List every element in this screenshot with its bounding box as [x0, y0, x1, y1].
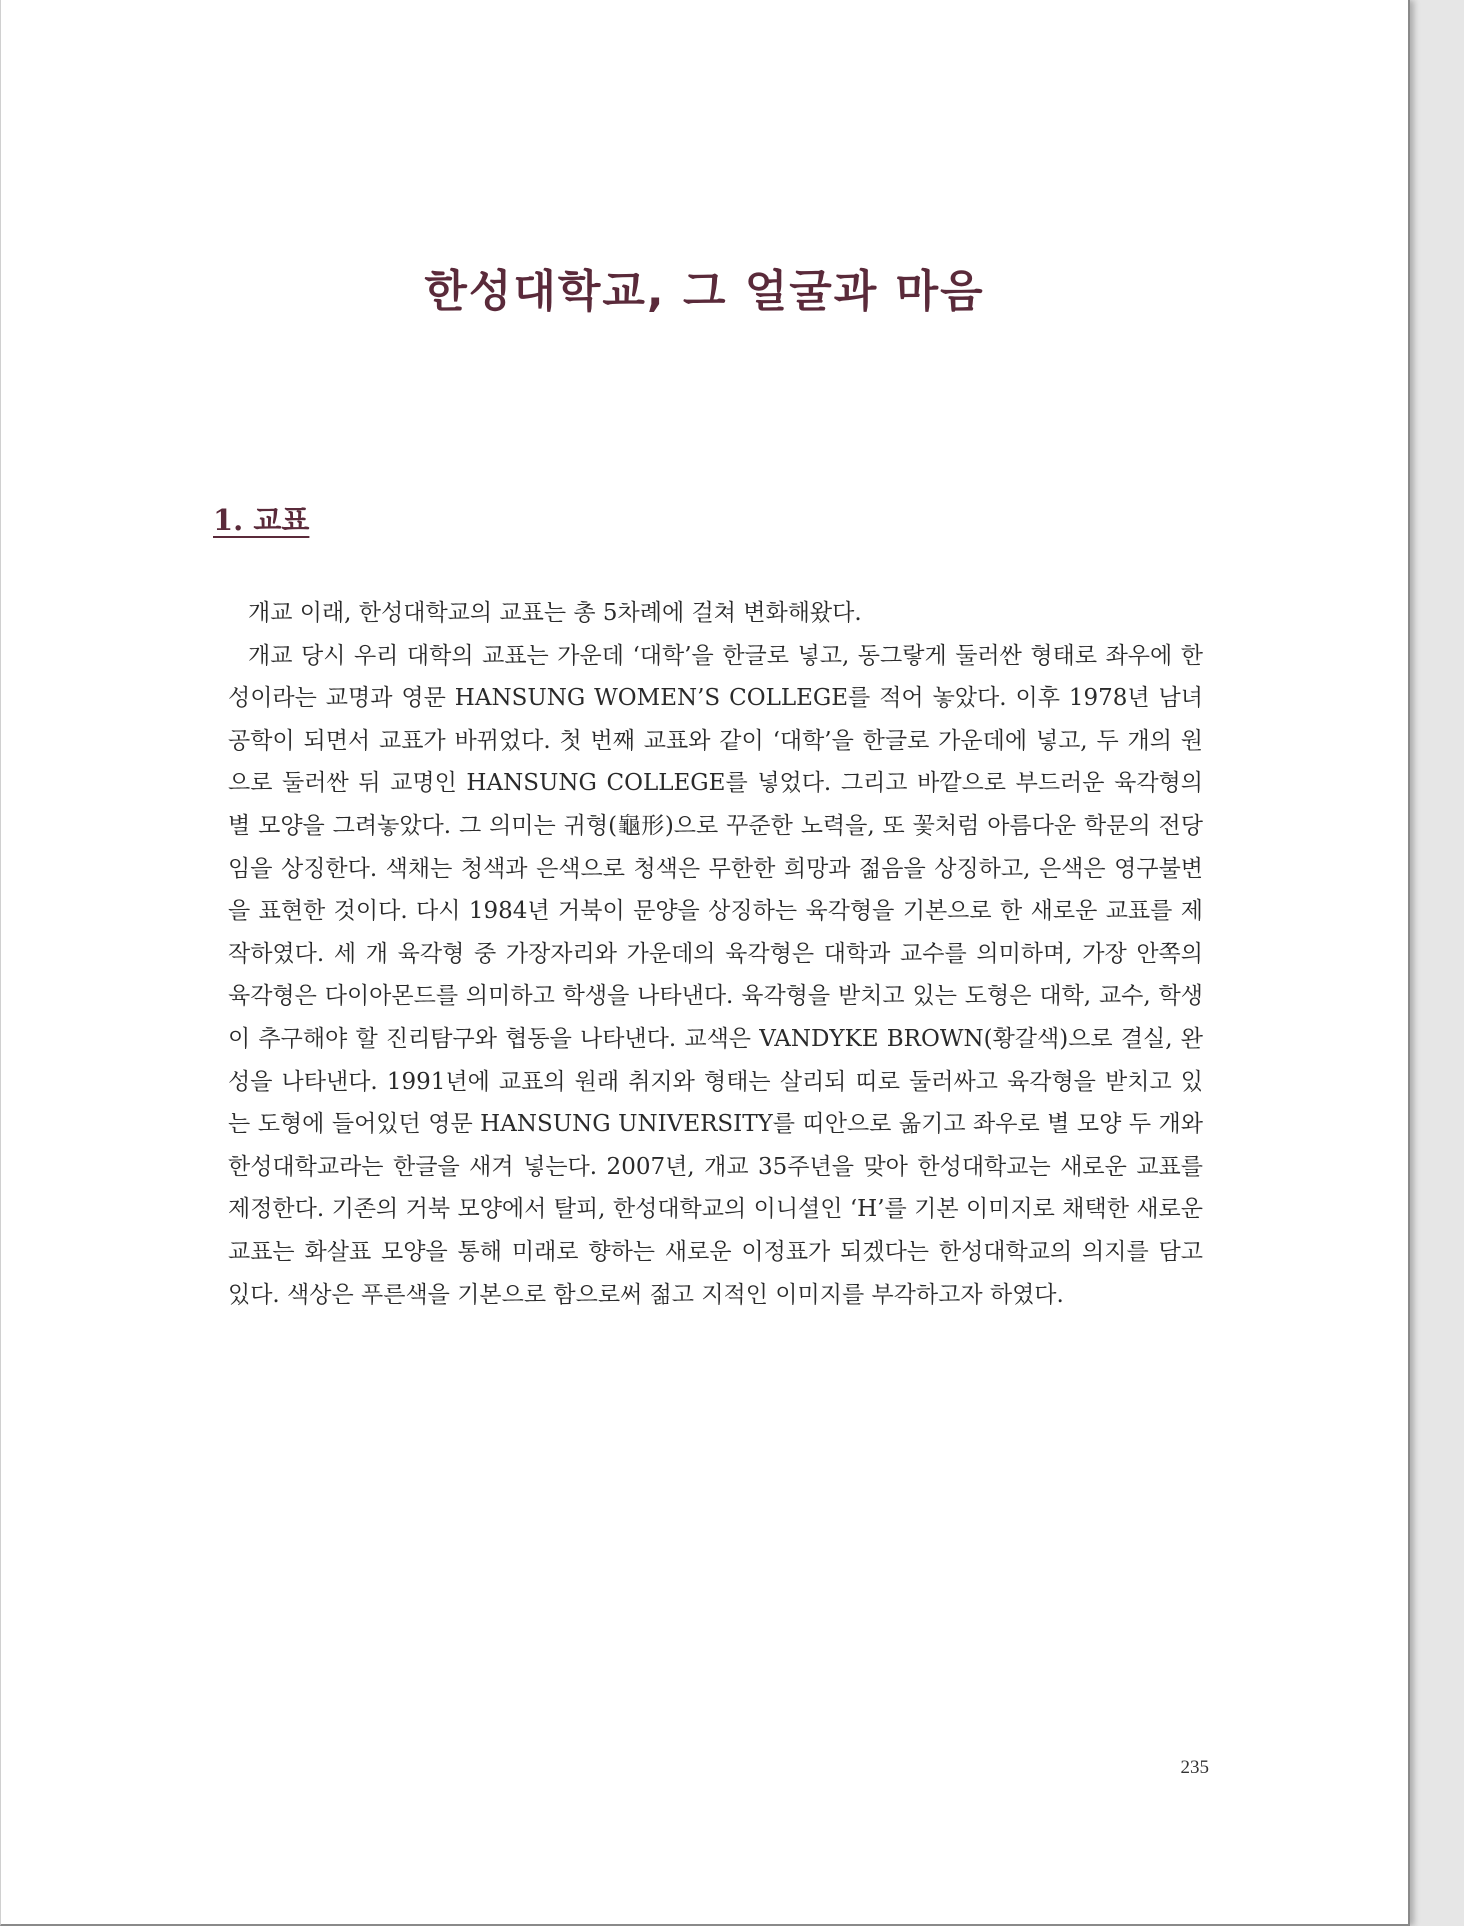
body-text — [228, 592, 1203, 1316]
paragraph: 개교 당시 우리 대학의 교표는 가운데 ‘대학’을 한글로 넣고, 동그랗게 둘러싼 형태로 좌우에 한성이라는 교명과 영문 HANSUNG WOMEN’S COLLEGE를 적어 놓았다. 이후 1978년 남녀공학이 되면서 교표가 바뀌었다. 첫 번째 교표와 같이 ‘대학’을 한글로 가운데에 넣고, 두 개의 원으로 둘러싼 뒤 교명인 HANSUNG COLLEGE를 넣었다. 그리고 바깥으로 부드러운 육각형의 별 모양을 그려놓았다. 그 의미는 귀형(龜形)으로 꾸준한 노력을, 또 꽃처럼 아름다운 학문의 전당임을 상징한다. 색채는 청색과 은색으로 청색은 무한한 희망과 젊음을 상징하고, 은색은 영구불변을 표현한 것이다. 다시 1984년 거북이 문양을 상징하는 육각형을 기본으로 한 새로운 교표를 제작하였다. 세 개 육각형 중 가장자리와 가운데의 육각형은 대학과 교수를 의미하며, 가장 안쪽의 육각형은 다이아몬드를 의미하고 학생을 나타낸다. 육각형을 받치고 있는 도형은 대학, 교수, 학생이 추구해야 할 진리탐구와 협동을 나타낸다. 교색은 VANDYKE BROWN(황갈색)으로 결실, 완성을 나타낸다. 1991년에 교표의 원래 취지와 형태는 살리되 띠로 둘러싸고 육각형을 받치고 있는 도형에 들어있던 영문 HANSUNG UNIVERSITY를 띠안으로 옮기고 좌우로 별 모양 두 개와 한성대학교라는 한글을 새겨 넣는다. 2007년, 개교 35주년을 맞아 한성대학교는 새로운 교표를 제정한다. 기존의 거북 모양에서 탈피, 한성대학교의 이니셜인 ‘H’를 기본 이미지로 채택한 새로운 교표는 화살표 모양을 통해 미래로 향하는 새로운 이정표가 되겠다는 한성대학교의 의지를 담고 있다. 색상은 푸른색을 기본으로 함으로써 젊고 지적인 이미지를 부각하고자 하였다. — [228, 642, 1203, 1308]
page-number: 235 — [1180, 1757, 1209, 1778]
paragraph: 개교 이래, 한성대학교의 교표는 총 5차례에 걸쳐 변화해왔다. — [248, 600, 862, 626]
page-title: 한성대학교, 그 얼굴과 마음 — [424, 266, 985, 317]
section-heading: 1. 교표 — [213, 503, 310, 537]
